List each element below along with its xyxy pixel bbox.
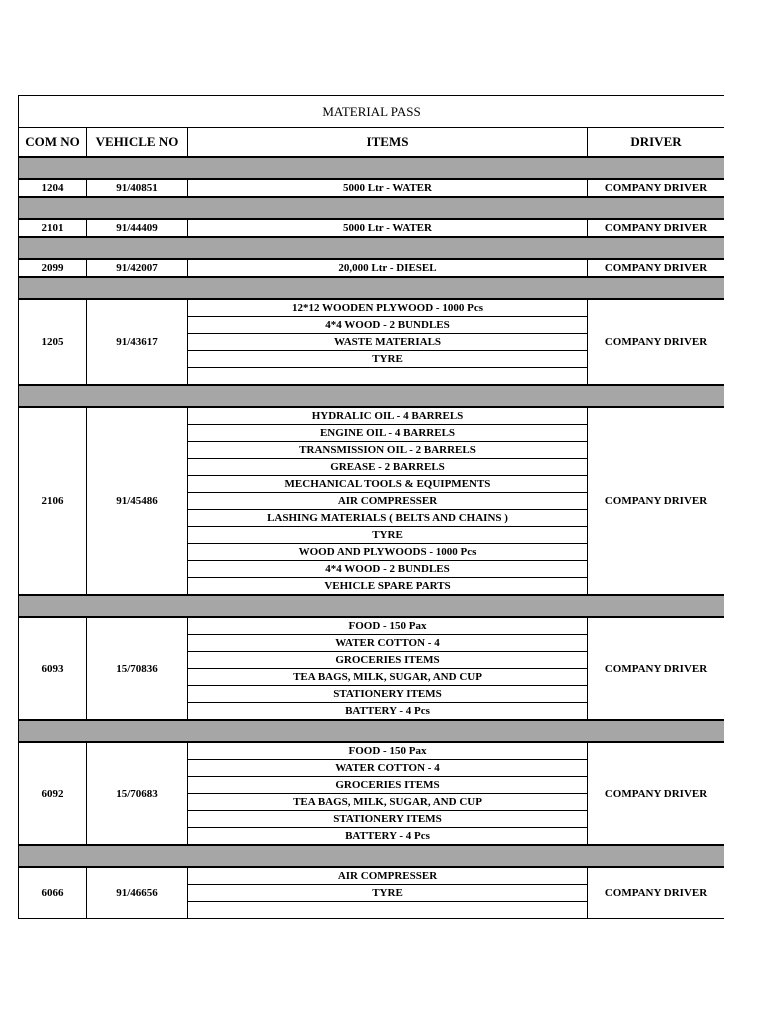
item-cell: WASTE MATERIALS (188, 334, 588, 351)
item-cell: VEHICLE SPARE PARTS (188, 578, 588, 596)
item-cell: WATER COTTON - 4 (188, 635, 588, 652)
item-cell: 12*12 WOODEN PLYWOOD - 1000 Pcs (188, 299, 588, 317)
item-cell: AIR COMPRESSER (188, 493, 588, 510)
separator-band (19, 197, 725, 219)
item-cell: GREASE - 2 BARRELS (188, 459, 588, 476)
item-cell: TRANSMISSION OIL - 2 BARRELS (188, 442, 588, 459)
com-no-cell: 1204 (19, 179, 87, 197)
vehicle-no-cell: 91/43617 (87, 299, 188, 385)
item-cell: 5000 Ltr - WATER (188, 219, 588, 237)
item-cell: 4*4 WOOD - 2 BUNDLES (188, 317, 588, 334)
vehicle-no-cell: 91/45486 (87, 407, 188, 595)
item-cell (188, 902, 588, 919)
driver-cell: COMPANY DRIVER (588, 867, 725, 919)
header-items: ITEMS (188, 128, 588, 158)
item-cell: 20,000 Ltr - DIESEL (188, 259, 588, 277)
driver-cell: COMPANY DRIVER (588, 219, 725, 237)
header-com-no: COM NO (19, 128, 87, 158)
separator-band (19, 237, 725, 259)
table-row (19, 407, 725, 425)
item-cell: GROCERIES ITEMS (188, 652, 588, 669)
item-cell: TEA BAGS, MILK, SUGAR, AND CUP (188, 669, 588, 686)
vehicle-no-cell: 15/70683 (87, 742, 188, 845)
table-row (19, 259, 725, 277)
driver-cell: COMPANY DRIVER (588, 259, 725, 277)
separator-row (19, 197, 725, 219)
separator-band (19, 845, 725, 867)
vehicle-no-cell: 91/42007 (87, 259, 188, 277)
table-row (19, 867, 725, 885)
vehicle-no-cell: 91/46656 (87, 867, 188, 919)
header-vehicle-no: VEHICLE NO (87, 128, 188, 158)
com-no-cell: 2106 (19, 407, 87, 595)
com-no-cell: 1205 (19, 299, 87, 385)
item-cell: TYRE (188, 885, 588, 902)
sheet-title: MATERIAL PASS (19, 96, 725, 128)
separator-band (19, 385, 725, 407)
item-cell: STATIONERY ITEMS (188, 686, 588, 703)
vehicle-no-cell: 91/44409 (87, 219, 188, 237)
com-no-cell: 6093 (19, 617, 87, 720)
item-cell: STATIONERY ITEMS (188, 811, 588, 828)
separator-row (19, 157, 725, 179)
item-cell (188, 368, 588, 386)
item-cell: GROCERIES ITEMS (188, 777, 588, 794)
item-cell: 4*4 WOOD - 2 BUNDLES (188, 561, 588, 578)
separator-row (19, 385, 725, 407)
com-no-cell: 6092 (19, 742, 87, 845)
driver-cell: COMPANY DRIVER (588, 617, 725, 720)
separator-row (19, 237, 725, 259)
item-cell: MECHANICAL TOOLS & EQUIPMENTS (188, 476, 588, 493)
table-row (19, 299, 725, 317)
item-cell: FOOD - 150 Pax (188, 742, 588, 760)
item-cell: AIR COMPRESSER (188, 867, 588, 885)
separator-band (19, 720, 725, 742)
separator-row (19, 720, 725, 742)
item-cell: TYRE (188, 351, 588, 368)
driver-cell: COMPANY DRIVER (588, 299, 725, 385)
title-row (19, 96, 725, 128)
com-no-cell: 2099 (19, 259, 87, 277)
item-cell: TYRE (188, 527, 588, 544)
item-cell: WOOD AND PLYWOODS - 1000 Pcs (188, 544, 588, 561)
item-cell: WATER COTTON - 4 (188, 760, 588, 777)
item-cell: FOOD - 150 Pax (188, 617, 588, 635)
separator-row (19, 595, 725, 617)
item-cell: LASHING MATERIALS ( BELTS AND CHAINS ) (188, 510, 588, 527)
separator-band (19, 157, 725, 179)
table-row (19, 617, 725, 635)
material-pass-sheet (18, 95, 724, 936)
separator-band (19, 595, 725, 617)
separator-band (19, 277, 725, 299)
driver-cell: COMPANY DRIVER (588, 742, 725, 845)
material-pass-table (18, 95, 724, 919)
header-driver: DRIVER (588, 128, 725, 158)
vehicle-no-cell: 91/40851 (87, 179, 188, 197)
com-no-cell: 6066 (19, 867, 87, 919)
header-row (19, 128, 725, 158)
item-cell: TEA BAGS, MILK, SUGAR, AND CUP (188, 794, 588, 811)
vehicle-no-cell: 15/70836 (87, 617, 188, 720)
item-cell: 5000 Ltr - WATER (188, 179, 588, 197)
com-no-cell: 2101 (19, 219, 87, 237)
table-row (19, 219, 725, 237)
item-cell: BATTERY - 4 Pcs (188, 703, 588, 721)
item-cell: HYDRALIC OIL - 4 BARRELS (188, 407, 588, 425)
table-row (19, 742, 725, 760)
separator-row (19, 845, 725, 867)
table-row (19, 179, 725, 197)
driver-cell: COMPANY DRIVER (588, 179, 725, 197)
item-cell: BATTERY - 4 Pcs (188, 828, 588, 846)
driver-cell: COMPANY DRIVER (588, 407, 725, 595)
separator-row (19, 277, 725, 299)
item-cell: ENGINE OIL - 4 BARRELS (188, 425, 588, 442)
